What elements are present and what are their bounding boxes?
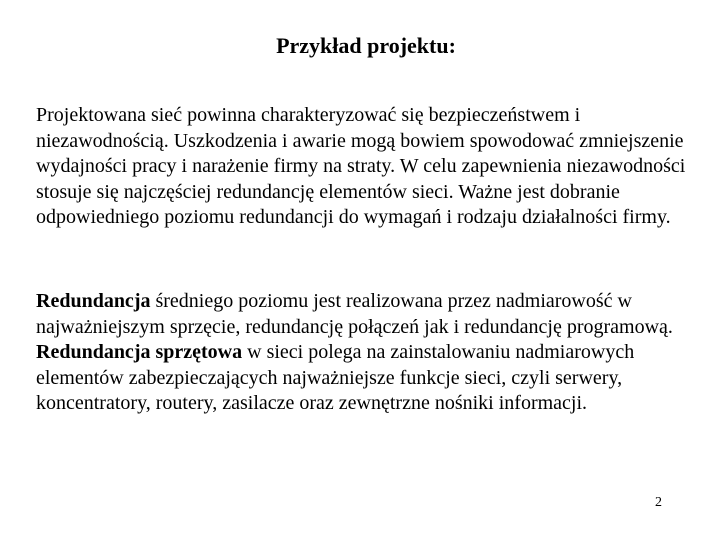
- paragraph-redundancy-text-1: średniego poziomu jest realizowana przez nadmiarowość w najważniejszym sprzęcie, redundancję połączeń jak i redundancję programową.: [36, 290, 673, 338]
- paragraph-reliability: Projektowana sieć powinna charakteryzować się bezpieczeństwem i niezawodnością. Uszkodzenia i awarie mogą bowiem spowodować zmniejszenie wydajności pracy i narażenie firmy na straty. W celu zapewnienia niezawodności stosuje się najczęściej redundancję elementów sieci. Ważne jest dobranie odpowiedniego poziomu redundancji do wymagań i rodzaju działalności firmy.: [36, 104, 686, 228]
- paragraph-redundancy: [36, 289, 686, 417]
- paragraph-redundancy-text-2: w sieci polega na zainstalowaniu nadmiarowych elementów zabezpieczających najważniejsze funkcje sieci, czyli serwery, koncentratory, routery, zasilacze oraz zewnętrzne nośniki informacji.: [36, 341, 635, 414]
- page-number: 2: [655, 495, 662, 510]
- slide-title: Przykład projektu:: [276, 33, 456, 58]
- term-hardware-redundancy: Redundancja sprzętowa: [36, 341, 243, 363]
- term-redundancy: Redundancja: [36, 290, 151, 312]
